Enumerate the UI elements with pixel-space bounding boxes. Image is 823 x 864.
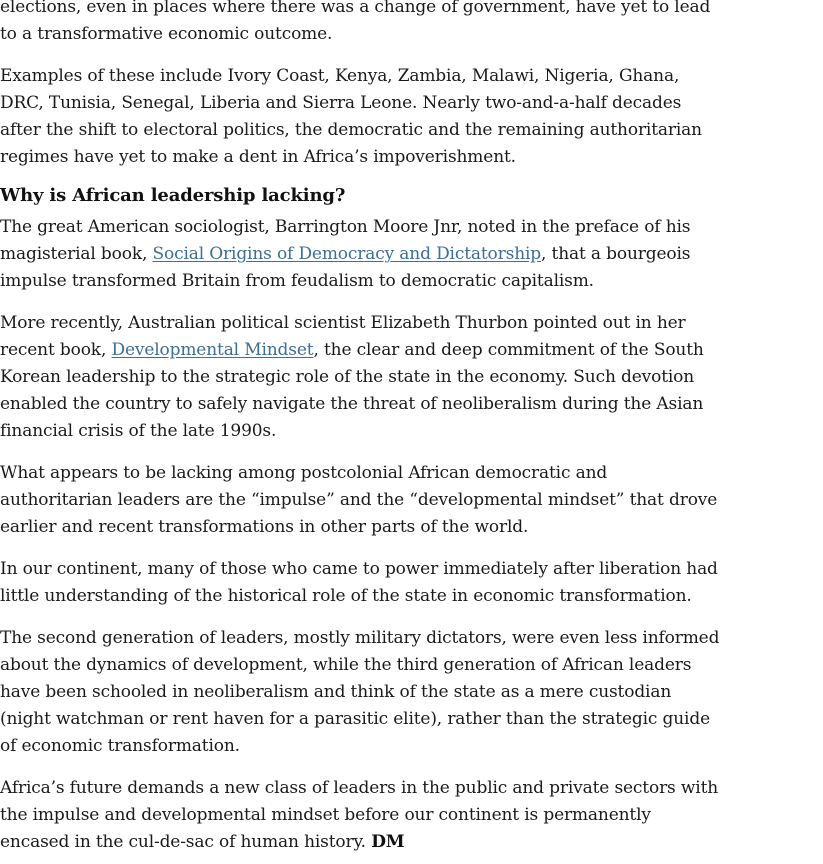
paragraph-lacking: What appears to be lacking among postcolonial African democratic and authoritarian leaders are the “impulse” and the “developmental mindset” that drove earlier and recent transformations in other parts of the world. <box>0 463 718 537</box>
paragraph-thurbon-text-before: More recently, Australian political scientist Elizabeth Thurbon pointed out in her recent book, <box>0 313 686 360</box>
paragraph-future-text: Africa’s future demands a new class of leaders in the public and private sectors with the impulse and developmental mindset before our continent is permanently encased in the cul-de-sac of human history. <box>0 778 719 852</box>
paragraph-examples: Examples of these include Ivory Coast, Kenya, Zambia, Malawi, Nigeria, Ghana, DRC, Tunisia, Senegal, Liberia and Sierra Leone. Nearly two-and-a-half decades after the shift to electoral politics, the democratic and the remaining authoritarian regimes have yet to make a dent in Africa’s impoverishment. <box>0 66 702 167</box>
section-heading: Why is African leadership lacking? <box>0 185 346 206</box>
paragraph-thurbon-text-after: , the clear and deep commitment of the South Korean leadership to the strategic role of the state in the economy. Such devotion enabled the country to safely navigate the threat of neoliberalism during the Asian financial crisis of the late 1990s. <box>0 340 704 441</box>
paragraph-moore <box>0 214 720 295</box>
paragraph-elections: elections, even in places where there was a change of government, have yet to lead to a transformative economic outcome. <box>0 0 711 44</box>
paragraph-moore-text-before: The great American sociologist, Barrington Moore Jnr, noted in the preface of his magisterial book, <box>0 217 691 264</box>
link-social-origins[interactable]: Social Origins of Democracy and Dictatorship <box>152 244 542 264</box>
link-developmental-mindset[interactable]: Developmental Mindset <box>111 340 314 360</box>
paragraph-moore-text-after: , that a bourgeois impulse transformed Britain from feudalism to democratic capitalism. <box>0 244 691 291</box>
paragraph-second-generation: The second generation of leaders, mostly military dictators, were even less informed about the dynamics of development, while the third generation of African leaders have been schooled in neoliberalism and think of the state as a mere custodian (night watchman or rent haven for a parasitic elite), rather than the strategic guide of economic transformation. <box>0 628 720 756</box>
paragraph-continent: In our continent, many of those who came to power immediately after liberation had little understanding of the historical role of the state in economic transformation. <box>0 559 718 606</box>
paragraph-thurbon <box>0 310 720 445</box>
signoff-dm: DM <box>371 832 405 852</box>
paragraph-future <box>0 775 720 856</box>
